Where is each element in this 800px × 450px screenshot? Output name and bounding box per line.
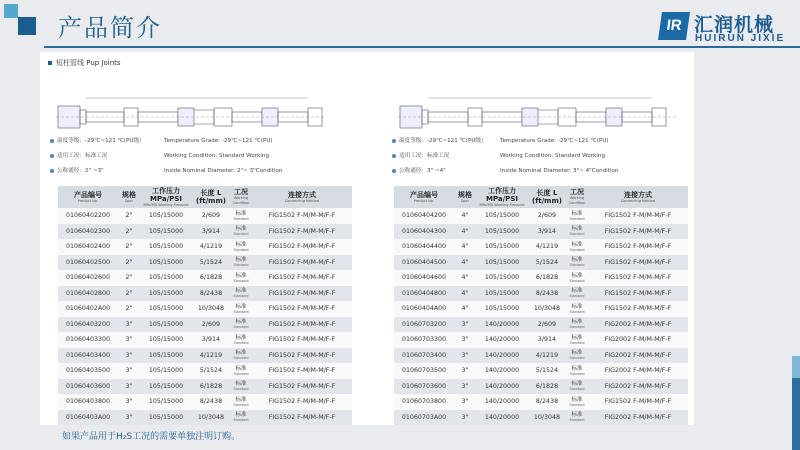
cell-length: 10/3048 <box>528 410 566 426</box>
spec-temperature-right-en: Temperature Grade: -29℃~121 ℃(PU) <box>500 138 609 144</box>
cell-size: 2" <box>118 255 140 271</box>
cell-pressure: 140/20000 <box>476 410 528 426</box>
cell-length: 2/609 <box>192 208 230 224</box>
table-row <box>58 301 352 317</box>
section-heading-text: 短柱管线 Pup Joints <box>56 59 121 67</box>
cell-code: 01060404A00 <box>394 301 454 317</box>
cell-code: 01060402500 <box>58 255 118 271</box>
cell-code: 01060402400 <box>58 239 118 255</box>
cell-size: 3" <box>454 348 476 364</box>
cell-condition: 标准 Standard <box>566 224 588 240</box>
cell-size: 3" <box>454 363 476 379</box>
cell-condition: 标准 Standard <box>230 410 252 426</box>
cell-length: 10/3048 <box>192 410 230 426</box>
cell-size: 2" <box>118 286 140 302</box>
cell-length: 6/1828 <box>528 270 566 286</box>
cell-code: 01060403500 <box>58 363 118 379</box>
cell-size: 2" <box>118 270 140 286</box>
spec-diameter-right: 公称通径：3" ~4" <box>392 168 446 175</box>
col-header-size: 规格 Spec <box>118 186 140 208</box>
cell-connection: FIG1502 F-M/M-M/F-F <box>252 348 352 364</box>
cell-size: 3" <box>118 379 140 395</box>
cell-length: 4/1219 <box>192 239 230 255</box>
cell-pressure: 105/15000 <box>140 394 192 410</box>
col-header-code: 产品编号 Product No. <box>58 186 118 208</box>
cell-connection: FIG1502 F-M/M-M/F-F <box>252 363 352 379</box>
bullet-icon <box>48 61 52 65</box>
cell-condition: 标准 Standard <box>566 348 588 364</box>
cell-connection: FIG1502 F-M/M-M/F-F <box>252 270 352 286</box>
cell-connection: FIG1502 F-M/M-M/F-F <box>252 301 352 317</box>
cell-condition: 标准 Standard <box>230 208 252 224</box>
cell-code: 01060703400 <box>394 348 454 364</box>
cell-pressure: 105/15000 <box>476 239 528 255</box>
cell-length: 6/1828 <box>528 379 566 395</box>
cell-code: 01060703800 <box>394 394 454 410</box>
cell-length: 10/3048 <box>192 301 230 317</box>
table-row <box>394 317 688 333</box>
cell-code: 01060703A00 <box>394 410 454 426</box>
cell-pressure: 105/15000 <box>476 286 528 302</box>
table-row <box>394 208 688 224</box>
header-rule <box>44 46 800 48</box>
cell-pressure: 105/15000 <box>140 410 192 426</box>
cell-code: 01060404300 <box>394 224 454 240</box>
spec-condition-right: 适用工况：标准工况 <box>392 153 449 160</box>
cell-pressure: 140/20000 <box>476 332 528 348</box>
cell-length: 10/3048 <box>528 301 566 317</box>
cell-length: 3/914 <box>192 332 230 348</box>
table-row <box>394 363 688 379</box>
cell-size: 3" <box>454 379 476 395</box>
col-header-pressure: 工作压力MPa/PSI MPa/PSI Working Pressure <box>476 186 528 208</box>
cell-connection: FIG2002 F-M/M-M/F-F <box>588 317 688 333</box>
cell-pressure: 105/15000 <box>140 348 192 364</box>
cell-connection: FIG2002 F-M/M-M/F-F <box>588 348 688 364</box>
table-row <box>58 224 352 240</box>
table-row <box>394 224 688 240</box>
cell-connection: FIG2002 F-M/M-M/F-F <box>588 363 688 379</box>
cell-length: 8/2438 <box>192 394 230 410</box>
cell-length: 4/1219 <box>528 348 566 364</box>
spec-diameter-right-en: Inside Nominal Diameter: 3"~ 4"Condition <box>500 168 619 174</box>
spec-diameter-left: 公称通径：2" ~3" <box>50 168 104 175</box>
brand-name-cn: 汇润机械 <box>694 14 775 36</box>
table-row <box>58 394 352 410</box>
cell-condition: 标准 Standard <box>566 208 588 224</box>
cell-connection: FIG1502 F-M/M-M/F-F <box>588 224 688 240</box>
cell-code: 01060403200 <box>58 317 118 333</box>
cell-size: 4" <box>454 239 476 255</box>
brand-logo <box>660 12 790 46</box>
cell-size: 3" <box>118 317 140 333</box>
content-panel <box>40 52 694 425</box>
table-row <box>394 270 688 286</box>
cell-pressure: 105/15000 <box>140 208 192 224</box>
cell-length: 6/1828 <box>192 379 230 395</box>
cell-condition: 标准 Standard <box>230 348 252 364</box>
spec-diameter-left-en: Inside Nominal Diameter: 2"~ 3"Condition <box>164 168 283 174</box>
cell-pressure: 105/15000 <box>140 255 192 271</box>
right-accent-bar-light <box>792 356 800 378</box>
logo-square-dark <box>18 17 36 35</box>
cell-code: 01060404800 <box>394 286 454 302</box>
cell-code: 01060403600 <box>58 379 118 395</box>
cell-size: 3" <box>118 410 140 426</box>
spec-temperature-left: 温度等级：-29℃~121 ℃(PU级） <box>50 138 145 145</box>
footer-note: 如果产品用于H₂S工况的需要单独注明订购。 <box>62 432 241 442</box>
col-header-condition: 工况 Working Condition <box>230 186 252 208</box>
cell-pressure: 105/15000 <box>140 239 192 255</box>
cell-connection: FIG1502 F-M/M-M/F-F <box>588 239 688 255</box>
cell-condition: 标准 Standard <box>566 379 588 395</box>
spec-condition-left: 适用工况：标准工况 <box>50 153 107 160</box>
cell-length: 5/1524 <box>528 255 566 271</box>
col-header-condition: 工况 Working Condition <box>566 186 588 208</box>
section-heading <box>48 58 121 68</box>
cell-length: 3/914 <box>192 224 230 240</box>
cell-condition: 标准 Standard <box>566 301 588 317</box>
page-title: 产品简介 <box>58 14 162 42</box>
cell-condition: 标准 Standard <box>230 363 252 379</box>
cell-code: 01060402800 <box>58 286 118 302</box>
cell-length: 6/1828 <box>192 270 230 286</box>
cell-size: 2" <box>118 301 140 317</box>
cell-code: 01060703300 <box>394 332 454 348</box>
cell-code: 01060703200 <box>394 317 454 333</box>
col-header-connection: 连接方式 Connecting Method <box>252 186 352 208</box>
table-row <box>58 270 352 286</box>
cell-length: 5/1524 <box>192 363 230 379</box>
spec-condition-right-en: Working Condition: Standard Working <box>500 153 605 159</box>
cell-length: 5/1524 <box>192 255 230 271</box>
spec-temperature-right: 温度等级：-29℃~121 ℃(PU级） <box>392 138 487 145</box>
table-row <box>394 410 688 426</box>
table-row <box>58 363 352 379</box>
cell-size: 3" <box>118 332 140 348</box>
cell-condition: 标准 Standard <box>566 394 588 410</box>
cell-code: 01060404400 <box>394 239 454 255</box>
cell-connection: FIG1502 F-M/M-M/F-F <box>252 286 352 302</box>
cell-length: 3/914 <box>528 224 566 240</box>
col-header-pressure: 工作压力MPa/PSI MPa/PSI Working Pressure <box>140 186 192 208</box>
cell-code: 01060404200 <box>394 208 454 224</box>
cell-code: 01060403800 <box>58 394 118 410</box>
cell-length: 2/609 <box>192 317 230 333</box>
cell-size: 4" <box>454 208 476 224</box>
cell-connection: FIG1502 F-M/M-M/F-F <box>252 317 352 333</box>
cell-pressure: 105/15000 <box>476 301 528 317</box>
cell-pressure: 105/15000 <box>140 270 192 286</box>
cell-connection: FIG1502 F-M/M-M/F-F <box>252 224 352 240</box>
table-row <box>394 239 688 255</box>
cell-size: 4" <box>454 270 476 286</box>
cell-length: 8/2438 <box>192 286 230 302</box>
cell-size: 3" <box>454 332 476 348</box>
cell-code: 01060402600 <box>58 270 118 286</box>
cell-size: 4" <box>454 224 476 240</box>
cell-size: 4" <box>454 255 476 271</box>
table-row <box>394 286 688 302</box>
cell-connection: FIG1502 F-M/M-M/F-F <box>588 286 688 302</box>
cell-condition: 标准 Standard <box>566 255 588 271</box>
cell-length: 2/609 <box>528 208 566 224</box>
cell-condition: 标准 Standard <box>230 286 252 302</box>
pup-joint-drawing-left <box>56 86 326 146</box>
cell-pressure: 140/20000 <box>476 348 528 364</box>
spec-temperature-left-en: Temperature Grade: -29℃~121 ℃(PU) <box>164 138 273 144</box>
cell-size: 3" <box>454 410 476 426</box>
cell-condition: 标准 Standard <box>230 270 252 286</box>
col-header-length: 长度 L (ft/mm) <box>528 186 566 208</box>
cell-pressure: 140/20000 <box>476 363 528 379</box>
table-row <box>394 394 688 410</box>
cell-condition: 标准 Standard <box>566 332 588 348</box>
cell-pressure: 105/15000 <box>140 332 192 348</box>
cell-length: 3/914 <box>528 332 566 348</box>
cell-connection: FIG1502 F-M/M-M/F-F <box>588 208 688 224</box>
table-row <box>394 379 688 395</box>
cell-pressure: 105/15000 <box>140 363 192 379</box>
cell-condition: 标准 Standard <box>230 379 252 395</box>
cell-condition: 标准 Standard <box>230 317 252 333</box>
cell-connection: FIG2002 F-M/M-M/F-F <box>588 410 688 426</box>
cell-pressure: 105/15000 <box>476 270 528 286</box>
cell-size: 3" <box>118 394 140 410</box>
cell-connection: FIG1502 F-M/M-M/F-F <box>252 208 352 224</box>
cell-condition: 标准 Standard <box>230 224 252 240</box>
cell-code: 01060404600 <box>394 270 454 286</box>
cell-connection: FIG1502 F-M/M-M/F-F <box>588 270 688 286</box>
table-row <box>58 239 352 255</box>
col-header-size: 规格 Spec <box>454 186 476 208</box>
table-row <box>394 332 688 348</box>
cell-length: 4/1219 <box>528 239 566 255</box>
logo-square-light <box>4 4 18 18</box>
table-row <box>394 348 688 364</box>
cell-connection: FIG2002 F-M/M-M/F-F <box>588 379 688 395</box>
cell-pressure: 140/20000 <box>476 394 528 410</box>
cell-size: 2" <box>118 224 140 240</box>
pup-joint-drawing-right <box>398 86 678 146</box>
cell-condition: 标准 Standard <box>566 363 588 379</box>
table-row <box>58 208 352 224</box>
cell-connection: FIG1502 F-M/M-M/F-F <box>252 379 352 395</box>
brand-name-en: HUIRUN JIXIE <box>695 33 786 44</box>
table-row <box>58 410 352 426</box>
col-header-code: 产品编号 Product No. <box>394 186 454 208</box>
cell-code: 01060402300 <box>58 224 118 240</box>
cell-pressure: 105/15000 <box>140 379 192 395</box>
cell-connection: FIG2002 F-M/M-M/F-F <box>588 332 688 348</box>
cell-size: 3" <box>118 363 140 379</box>
cell-length: 8/2438 <box>528 286 566 302</box>
table-row <box>58 255 352 271</box>
cell-code: 01060403300 <box>58 332 118 348</box>
table-row <box>394 255 688 271</box>
cell-pressure: 105/15000 <box>140 224 192 240</box>
cell-code: 01060403A00 <box>58 410 118 426</box>
cell-code: 01060703600 <box>394 379 454 395</box>
brand-mark-icon: IR <box>658 12 690 40</box>
cell-length: 2/609 <box>528 317 566 333</box>
cell-pressure: 140/20000 <box>476 379 528 395</box>
cell-connection: FIG1502 F-M/M-M/F-F <box>252 255 352 271</box>
cell-code: 01060402A00 <box>58 301 118 317</box>
cell-connection: FIG1502 F-M/M-M/F-F <box>252 410 352 426</box>
cell-condition: 标准 Standard <box>230 239 252 255</box>
cell-connection: FIG1502 F-M/M-M/F-F <box>252 394 352 410</box>
cell-condition: 标准 Standard <box>230 332 252 348</box>
cell-condition: 标准 Standard <box>566 286 588 302</box>
cell-size: 4" <box>454 301 476 317</box>
cell-size: 2" <box>118 239 140 255</box>
table-row <box>58 286 352 302</box>
cell-length: 4/1219 <box>192 348 230 364</box>
table-row <box>58 332 352 348</box>
cell-size: 3" <box>454 394 476 410</box>
cell-pressure: 105/15000 <box>476 224 528 240</box>
cell-size: 2" <box>118 208 140 224</box>
cell-pressure: 105/15000 <box>476 208 528 224</box>
cell-pressure: 105/15000 <box>140 301 192 317</box>
cell-pressure: 140/20000 <box>476 317 528 333</box>
spec-condition-left-en: Working Condition: Standard Working <box>164 153 269 159</box>
table-row <box>394 301 688 317</box>
cell-condition: 标准 Standard <box>566 270 588 286</box>
cell-pressure: 105/15000 <box>140 286 192 302</box>
table-header-row <box>394 186 688 208</box>
cell-condition: 标准 Standard <box>230 394 252 410</box>
cell-code: 01060404500 <box>394 255 454 271</box>
cell-condition: 标准 Standard <box>230 301 252 317</box>
cell-length: 8/2438 <box>528 394 566 410</box>
cell-condition: 标准 Standard <box>230 255 252 271</box>
col-header-length: 长度 L (ft/mm) <box>192 186 230 208</box>
table-header-row <box>58 186 352 208</box>
cell-code: 01060402200 <box>58 208 118 224</box>
col-header-connection: 连接方式 Connecting Method <box>588 186 688 208</box>
cell-condition: 标准 Standard <box>566 317 588 333</box>
cell-size: 4" <box>454 286 476 302</box>
cell-condition: 标准 Standard <box>566 410 588 426</box>
product-table-right <box>394 186 688 425</box>
cell-condition: 标准 Standard <box>566 239 588 255</box>
cell-connection: FIG1502 F-M/M-M/F-F <box>252 239 352 255</box>
cell-connection: FIG1502 F-M/M-M/F-F <box>252 332 352 348</box>
cell-length: 5/1524 <box>528 363 566 379</box>
cell-pressure: 105/15000 <box>476 255 528 271</box>
cell-pressure: 105/15000 <box>140 317 192 333</box>
table-row <box>58 348 352 364</box>
product-table-left <box>58 186 352 425</box>
cell-size: 3" <box>118 348 140 364</box>
cell-connection: FIG1502 F-M/M-M/F-F <box>588 394 688 410</box>
table-row <box>58 317 352 333</box>
cell-code: 01060403400 <box>58 348 118 364</box>
table-row <box>58 379 352 395</box>
cell-size: 3" <box>454 317 476 333</box>
cell-code: 01060703500 <box>394 363 454 379</box>
cell-connection: FIG1502 F-M/M-M/F-F <box>588 255 688 271</box>
cell-connection: FIG1502 F-M/M-M/F-F <box>588 301 688 317</box>
